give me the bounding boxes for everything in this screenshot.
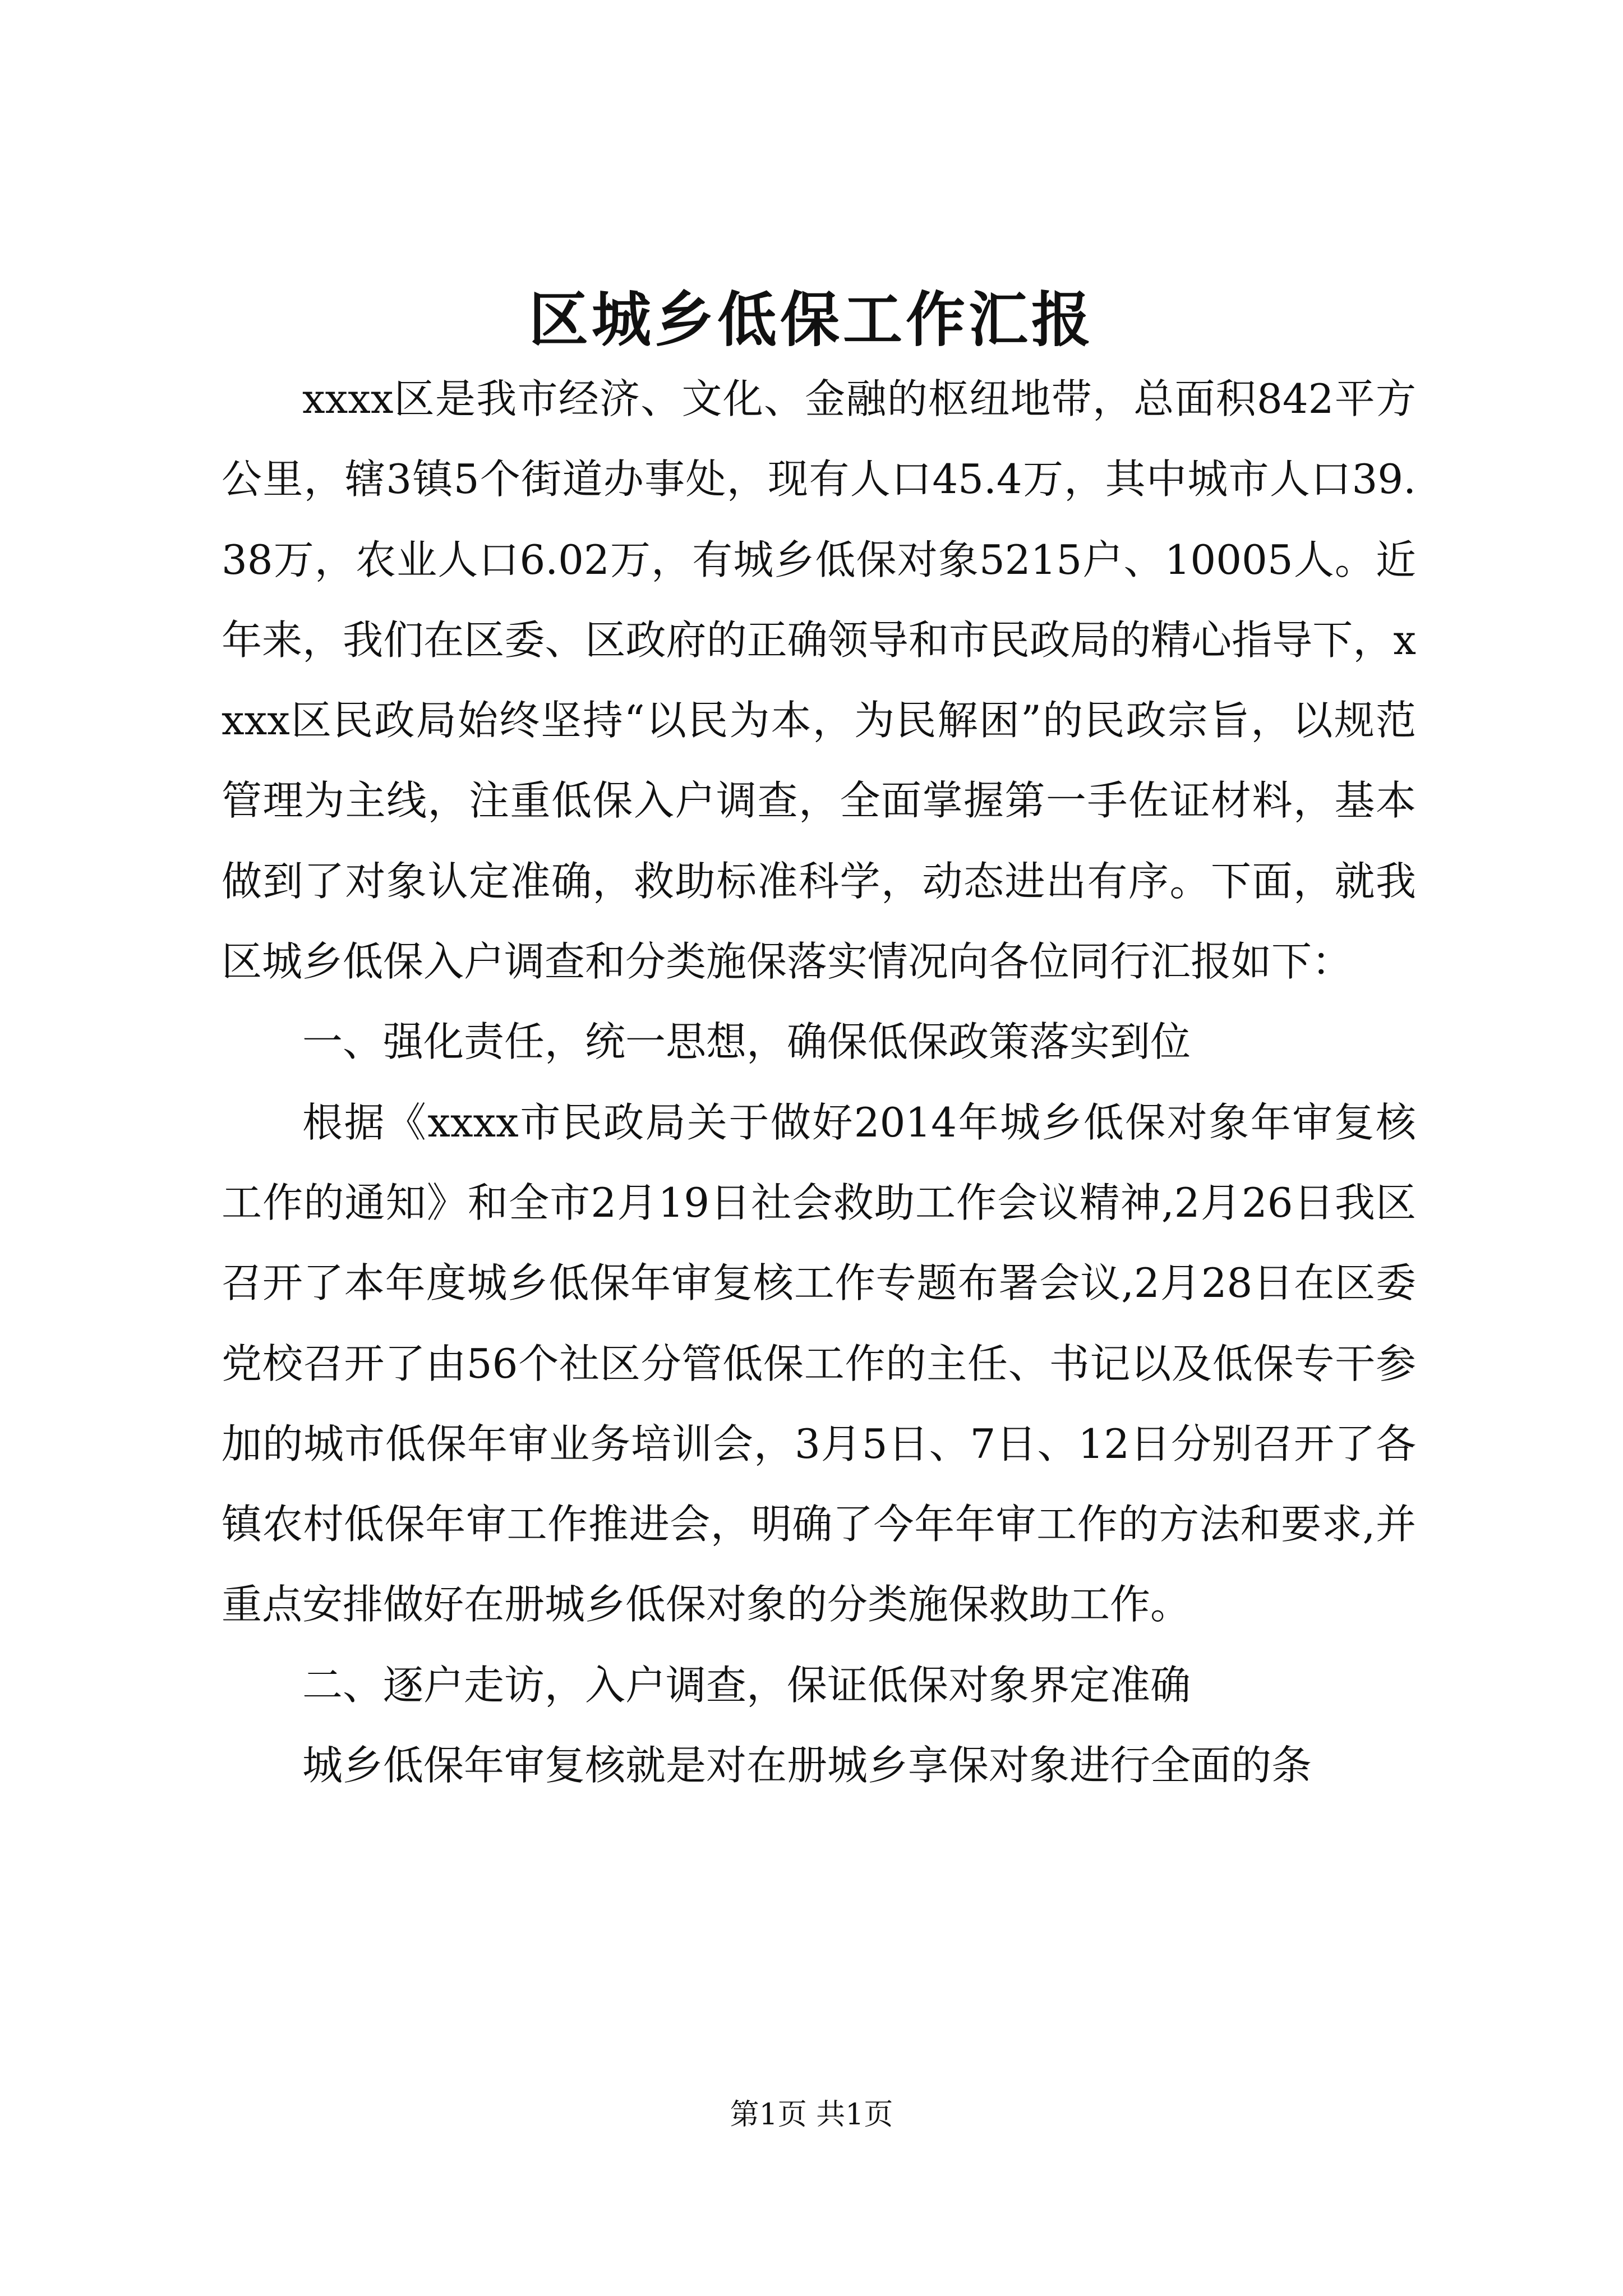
page-footer: 第1页 共1页 [730,2098,893,2132]
paragraph-intro: xxxx区是我市经济、文化、金融的枢纽地带，总面积842平方公里，辖3镇5个街道办事处，现有人口45.4万，其中城市人口39.38万，农业人口6.02万，有城乡低保对象5215户、10005人。近年来，我们在区委、区政府的正确领导和市民政局的精心指导下，xxxx区民政局始终坚持“以民为本，为民解困”的民政宗旨，以规范管理为主线，注重低保入户调查，全面掌握第一手佐证材料，基本做到了对象认定准确，救助标准科学，动态进出有序。下面，就我区城乡低保入户调查和分类施保落实情况向各位同行汇报如下： [222,375,1416,986]
section-heading-2: 二、逐户走访，入户调查，保证低保对象界定准确 [302,1661,1191,1709]
document-title: 区城乡低保工作汇报 [529,284,1094,355]
paragraph-section-2: 城乡低保年审复核就是对在册城乡享保对象进行全面的条 [302,1742,1312,1789]
document-body [222,359,1416,1806]
section-heading-1: 一、强化责任，统一思想，确保低保政策落实到位 [302,1018,1191,1066]
paragraph-section-1: 根据《xxxx市民政局关于做好2014年城乡低保对象年审复核工作的通知》和全市2月19日社会救助工作会议精神,2月26日我区召开了本年度城乡低保年审复核工作专题布署会议,2月28日在区委党校召开了由56个社区分管低保工作的主任、书记以及低保专干参加的城市低保年审业务培训会，3月5日、7日、12日分别召开了各镇农村低保年审工作推进会，明确了今年年审工作的方法和要求,并重点安排做好在册城乡低保对象的分类施保救助工作。 [222,1098,1416,1628]
